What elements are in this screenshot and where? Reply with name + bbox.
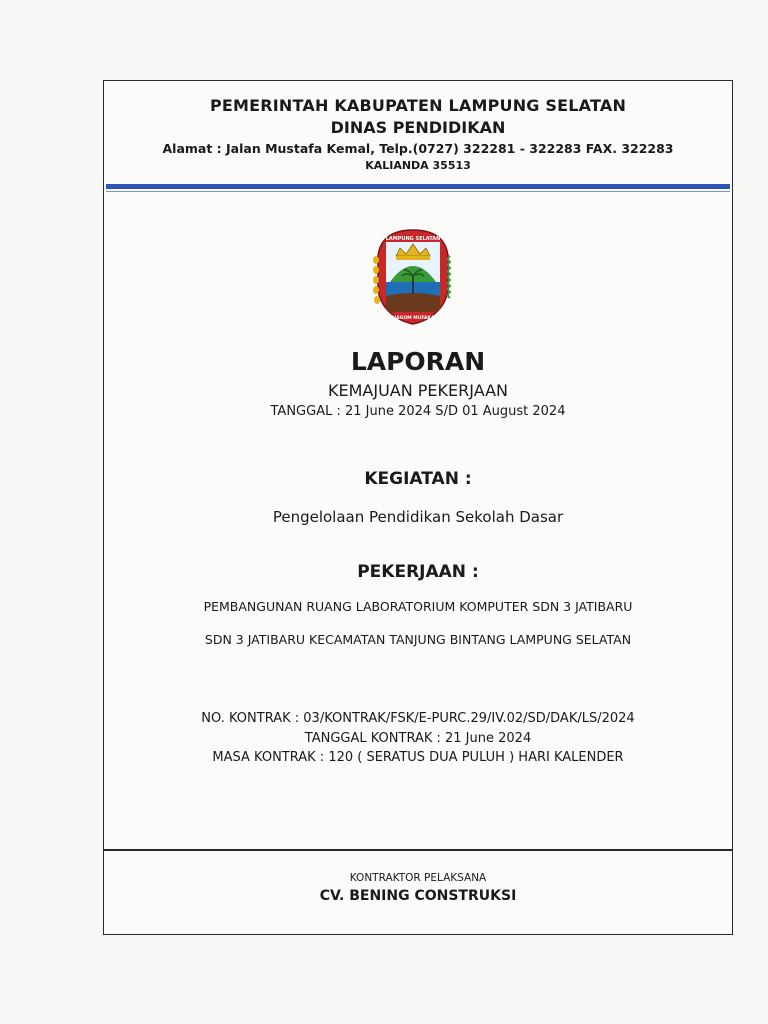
contract-period: MASA KONTRAK : 120 ( SERATUS DUA PULUH ) HARI KALENDER (212, 750, 624, 765)
emblem-bottom-text: KHAGOM MUFAKAT (388, 316, 438, 321)
regency-emblem-icon (370, 226, 456, 328)
contractor-role: KONTRAKTOR PELAKSANA (349, 872, 487, 884)
pekerjaan-line-1: PEMBANGUNAN RUANG LABORATORIUM KOMPUTER SDN 3 JATIBARU (203, 599, 633, 614)
contractor-name: CV. BENING CONSTRUKSI (319, 888, 517, 904)
department-name: DINAS PENDIDIKAN (330, 118, 506, 137)
report-title: LAPORAN (350, 347, 486, 376)
footer-divider (104, 849, 732, 851)
kegiatan-value: Pengelolaan Pendidikan Sekolah Dasar (272, 508, 564, 526)
letterhead-rule-thick (106, 184, 730, 189)
letterhead (104, 81, 732, 185)
report-date-range: TANGGAL : 21 June 2024 S/D 01 August 2024 (270, 404, 566, 419)
contract-date: TANGGAL KONTRAK : 21 June 2024 (304, 731, 532, 746)
government-name: PEMERINTAH KABUPATEN LAMPUNG SELATAN (209, 96, 627, 115)
contract-number: NO. KONTRAK : 03/KONTRAK/FSK/E-PURC.29/IV.02/SD/DAK/LS/2024 (201, 711, 635, 726)
report-subtitle: KEMAJUAN PEKERJAAN (328, 381, 508, 400)
kegiatan-heading: KEGIATAN : (364, 469, 472, 489)
emblem-cotton-stalk (448, 256, 450, 298)
city-line: KALIANDA 35513 (365, 159, 471, 172)
emblem-top-text: LAMPUNG SELATAN (385, 236, 441, 242)
document-frame (103, 80, 733, 935)
pekerjaan-heading: PEKERJAAN : (357, 562, 479, 582)
address-line: Alamat : Jalan Mustafa Kemal, Telp.(0727) 322281 - 322283 FAX. 322283 (162, 141, 674, 156)
pekerjaan-line-2: SDN 3 JATIBARU KECAMATAN TANJUNG BINTANG LAMPUNG SELATAN (204, 632, 632, 647)
letterhead-rule-thin (106, 191, 730, 192)
